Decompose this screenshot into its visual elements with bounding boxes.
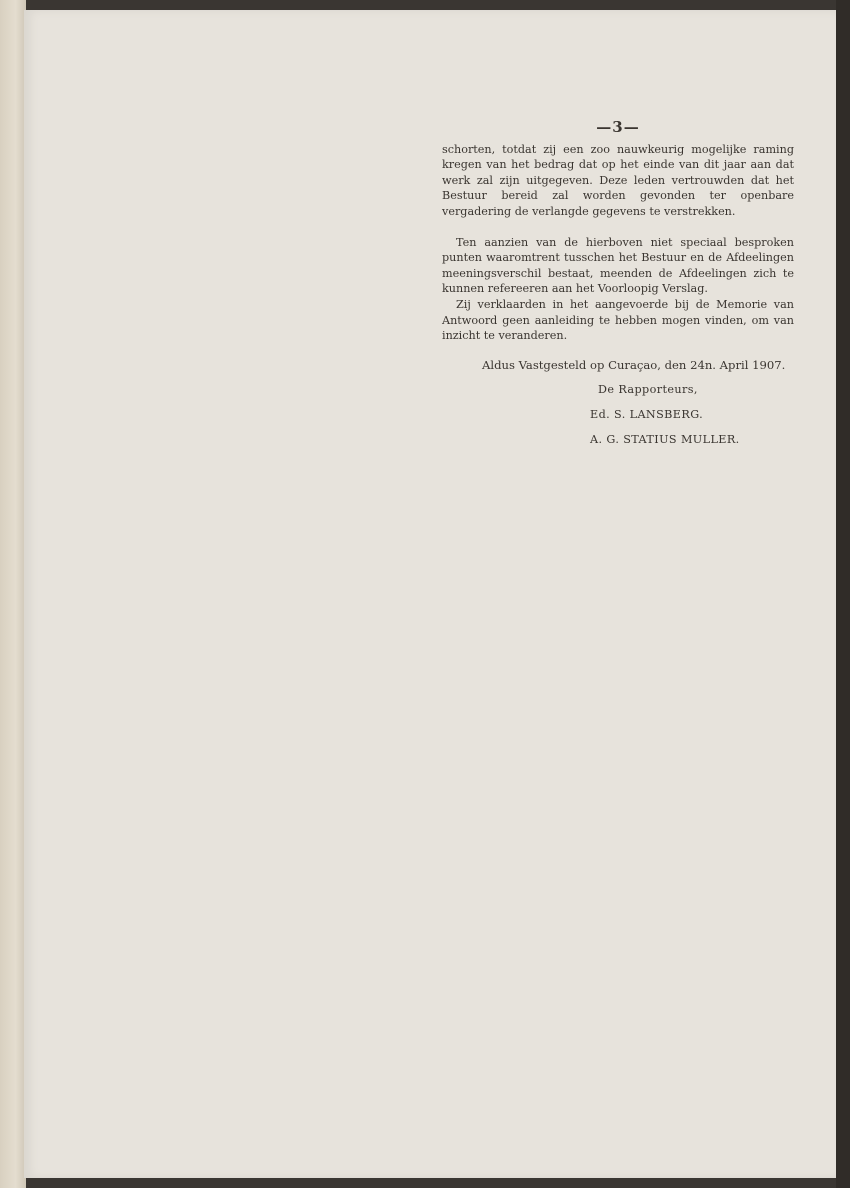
scan-background — [836, 0, 850, 1188]
page-number: —3— — [596, 118, 640, 136]
signature-name-1: Ed. S. LANSBERG. — [590, 407, 704, 421]
paragraph-1: schorten, totdat zij een zoo nauwkeurig mogelijke raming kregen van het bedrag dat op het einde van dit jaar aan dat werk zal zijn uitgegeven. Deze leden vertrouwden dat het Bestuur bereid zal worden gevonden ter openbare vergadering de verlangde gegevens te verstrekken. — [442, 142, 794, 218]
signature-heading: De Rapporteurs, — [598, 383, 698, 397]
paragraph-2: Ten aanzien van de hierboven niet speciaal besproken punten waaromtrent tusschen het Bestuur en de Afdeelingen meeningsverschil bestaat, meenden de Afdeelingen zich te kunnen refereeren aan het Voorloopig Verslag. — [442, 235, 794, 296]
closing-line: Aldus Vastgesteld op Curaçao, den 24n. April 1907. — [482, 357, 786, 372]
paragraph-3: Zij verklaarden in het aangevoerde bij de Memorie van Antwoord geen aanleiding te hebben mogen vinden, om van inzicht te veranderen. — [442, 297, 794, 343]
binding-spine — [0, 0, 26, 1188]
signature-name-2: A. G. STATIUS MULLER. — [590, 432, 740, 446]
document-text-block — [442, 120, 794, 447]
